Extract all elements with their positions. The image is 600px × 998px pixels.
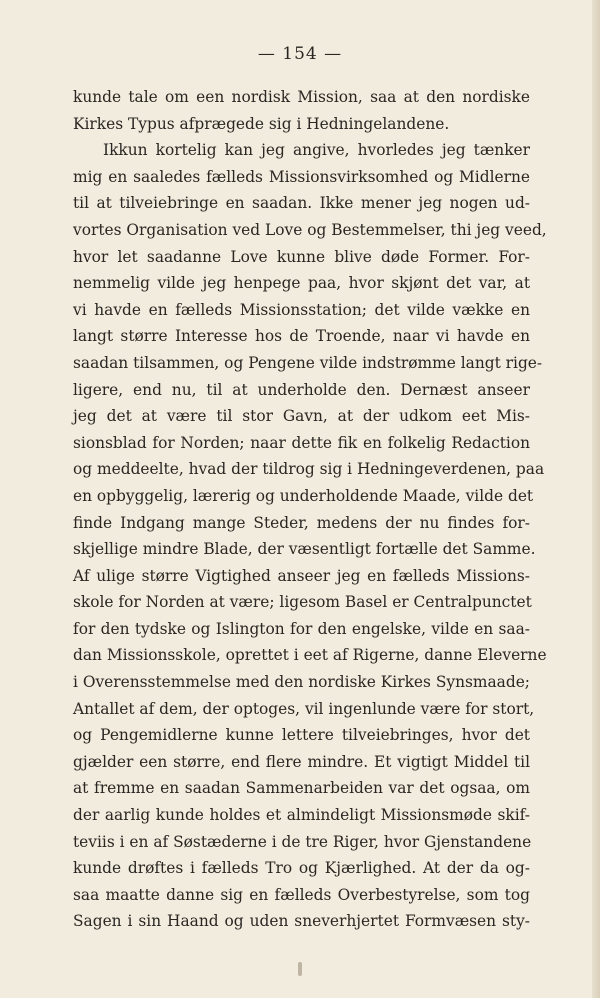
text-line: Ikkun kortelig kan jeg angive, hvorledes jeg tænker xyxy=(103,141,530,160)
text-line: vortes Organisation ved Love og Bestemmelser, thi jeg veed, xyxy=(73,220,547,239)
text-line: dan Missionsskole, oprettet i eet af Rigerne, danne Eleverne xyxy=(73,646,547,665)
text-line: Antallet af dem, der optoges, vil ingenlunde være for stort, xyxy=(73,699,535,718)
text-line: saadan tilsammen, og Pengene vilde indstrømme langt rige- xyxy=(73,353,543,372)
text-line: der aarlig kunde holdes et almindeligt Missionsmøde skif- xyxy=(73,806,530,825)
page-edge xyxy=(592,0,600,998)
text-line: og Pengemidlerne kunne lettere tilveiebringes, hvor det xyxy=(73,726,530,745)
paper-mark xyxy=(298,962,302,976)
text-line: Kirkes Typus afprægede sig i Hedningelandene. xyxy=(73,114,450,133)
text-line: Sagen i sin Haand og uden sneverhjertet Formvæsen sty- xyxy=(73,912,530,931)
text-line: ligere, end nu, til at underholde den. Dernæst anseer xyxy=(73,380,530,399)
text-line: skjellige mindre Blade, der væsentligt fortælle det Samme. xyxy=(73,540,536,559)
text-line: for den tydske og Islington for den engelske, vilde en saa- xyxy=(73,619,530,638)
text-line: jeg det at være til stor Gavn, at der udkom eet Mis- xyxy=(73,407,530,426)
text-line: at fremme en saadan Sammenarbeiden var det ogsaa, om xyxy=(73,779,530,798)
text-line: hvor let saadanne Love kunne blive døde Former. For- xyxy=(73,247,530,266)
text-line: mig en saaledes fælleds Missionsvirksomhed og Midlerne xyxy=(73,167,530,186)
text-line: teviis i en af Søstæderne i de tre Riger, hvor Gjenstandene xyxy=(73,832,532,851)
text-line: Af ulige større Vigtighed anseer jeg en fælleds Missions- xyxy=(73,566,530,585)
text-line: gjælder een større, end flere mindre. Et vigtigt Middel til xyxy=(73,752,530,771)
text-line: og meddeelte, hvad der tildrog sig i Hedningeverdenen, paa xyxy=(73,460,545,479)
body-text xyxy=(73,84,547,935)
text-line: sionsblad for Norden; naar dette fik en folkelig Redaction xyxy=(73,433,530,452)
text-line: finde Indgang mange Steder, medens der nu findes for- xyxy=(73,513,530,532)
page-number: — 154 — xyxy=(257,44,343,64)
text-line: langt større Interesse hos de Troende, naar vi havde en xyxy=(73,327,530,346)
text-line: til at tilveiebringe en saadan. Ikke mener jeg nogen ud- xyxy=(73,194,530,213)
text-line: kunde tale om een nordisk Mission, saa at den nordiske xyxy=(73,88,530,106)
text-line: vi havde en fælleds Missionsstation; det vilde vække en xyxy=(73,300,530,319)
text-line: nemmelig vilde jeg henpege paa, hvor skjønt det var, at xyxy=(73,274,530,293)
text-line: saa maatte danne sig en fælleds Overbestyrelse, som tog xyxy=(73,885,530,904)
text-line: en opbyggelig, lærerig og underholdende Maade, vilde det xyxy=(73,486,534,505)
text-line: skole for Norden at være; ligesom Basel er Centralpunctet xyxy=(73,593,532,612)
text-line: kunde drøftes i fælleds Tro og Kjærlighed. At der da og- xyxy=(73,859,530,878)
text-line: i Overensstemmelse med den nordiske Kirkes Synsmaade; xyxy=(73,673,530,692)
